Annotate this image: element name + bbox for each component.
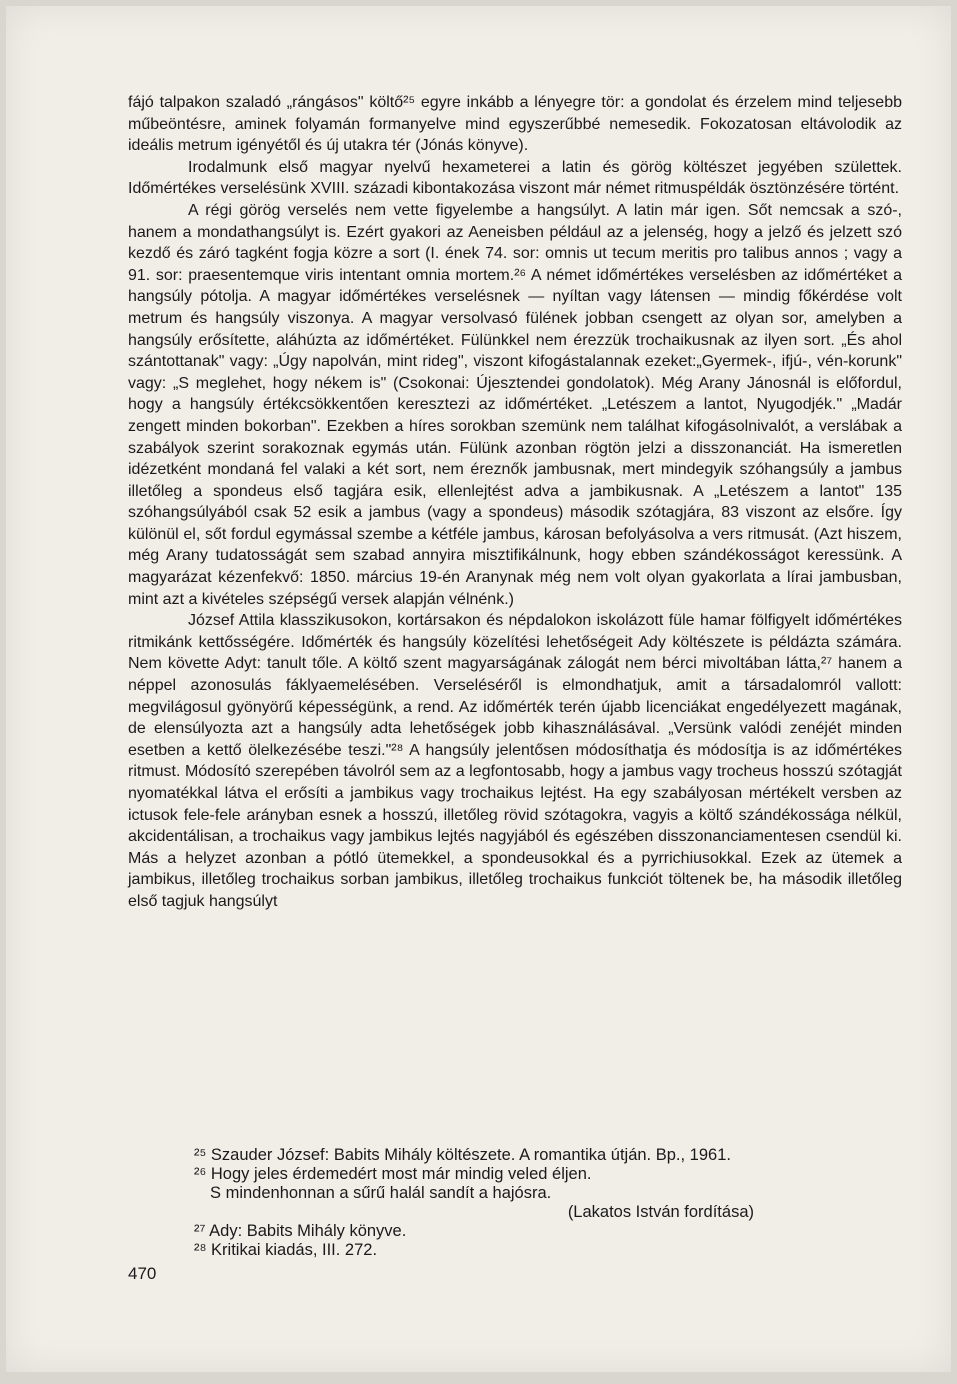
page-number: 470 — [128, 1264, 157, 1283]
footnote-27: ²⁷ Ady: Babits Mihály könyve. — [194, 1222, 407, 1240]
document-page — [6, 6, 951, 1372]
paragraph-3: A régi görög verselés nem vette figyelembe a hangsúlyt. A latin már igen. Sőt nemcsak a szó-, hanem a mondathangsúlyt is. Ezért gyakori az Aeneisben például az a jelenség, hogy a jelző és jelzett szó kezdő és záró tagként fogja közre a sort (I. ének 74. sor: omnis ut tecum meritis pro talibus annos ; vagy a 91. sor: praesentemque viris intentant omnia mortem.²⁶ A német időmértékes verselésben az időmértéket a hangsúly pótolja. A magyar időmértékes verselésnek — nyíltan vagy látensen — mindig főkérdése volt metrum és hangsúly viszonya. A magyar versolvasó fülének jobban csengett az olyan sor, amelyben a hangsúly erősítette, aláhúzta az időmértéket. Fülünkkel nem érezzük trochaikusnak az ilyen sort. „És ahol szántottanak" vagy: „Úgy napolván, mint rideg", viszont kifogástalannak ezeket:„Gyermek-, ifjú-, vén-korunk" vagy: „S meglehet, hogy nékem is" (Csokonai: Újesztendei gondolatok). Még Arany Jánosnál is előfordul, hogy a hangsúly értékcsökkentően keresztezi az időmértéket. „Letészem a lantot, Nyugodjék." „Madár zengett minden bokorban". Ezekben a híres sorokban szemünk nem találhat kifogásolnivalót, a verslábak a szabályok szerint sorakoznak egymás után. Fülünk azonban rögtön jelzi a disszonanciát. Ha ismeretlen idézetként mondaná fel valaki a két sort, nem éreznők jambusnak, mert mindegyik szóhangsúly a jambus illetőleg a spondeus első tagjára esik, ellenlejtést adva a jambikusnak. A „Letészem a lantot" 135 szóhangsúlyából csak 52 esik a jambus (vagy a spondeus) második szótagjára, 83 viszont az elsőre. Így különül el, sőt fordul egymással szembe a kétféle jambus, károsan befolyásolva a vers ritmusát. (Azt hiszem, még Arany tudatosságát sem szabad annyira misztifikálnunk, hogy ebben szándékosságot keressünk. A magyarázat kézenfekvő: 1850. március 19-én Aranynak még nem volt olyan gyakorlata a lírai jambusban, mint azt a kivételes szépségű versek alapján vélnénk.) — [128, 201, 902, 608]
paragraph-2: Irodalmunk első magyar nyelvű hexameterei a latin és görög költészet jegyében születtek. Időmértékes verselésünk XVIII. századi kibontakozása viszont már német ritmuspéldák ösztönzésére történt. — [128, 158, 902, 198]
body-text — [128, 92, 902, 913]
footnote-25: ²⁵ Szauder József: Babits Mihály költészete. A romantika útján. Bp., 1961. — [194, 1146, 731, 1164]
footnote-28: ²⁸ Kritikai kiadás, III. 272. — [194, 1241, 378, 1259]
paragraph-4: József Attila klasszikusokon, kortársakon és népdalokon iskolázott füle hamar fölfigyelt időmértékes ritmikánk kettősségére. Időmérték és hangsúly közelítési lehetőségeit Ady költészete is példázta számára. Nem követte Adyt: tanult tőle. A költő szent magyarságának zálogát nem bérci mivoltában látta,²⁷ hanem a néppel azonosulás fáklyaemelésében. Verseléséről is elmondhatjuk, amit a társadalomról vallott: megvilágosul gyönyörű képességünk, a rend. Az időmérték terén újabb licenciákat engedélyezett magának, de elensúlyozta azt a hangsúly adta lehetőségek jobb kihasználásával. „Versünk valódi zenéjét minden esetben a kettő ölelkezésébe teszi."²⁸ A hangsúly jelentősen módosíthatja és módosítja is az időmértékes ritmust. Módosító szerepében távolról sem az a legfontosabb, hogy a jambus vagy trocheus hosszú szótagját nyomatékkal látva el erősíti a jambikus vagy trochaikus lejtést. Ha egy szabályosan mértékelt versben az ictusok fele-fele arányban esnek a hosszú, illetőleg rövid szótagokra, vagyis a költő szándékossága nélkül, akcidentálisan, a trochaikus vagy jambikus lejtés nagyjából és egészében disszonanciamentesen csendül ki. Más a helyzet azonban a pótló ütemekkel, a spondeusokkal és a pyrrichiusokkal. Ezek az ütemek a jambikus, illetőleg trochaikus sorban jambikus, illetőleg trochaikus funkciót töltenek be, ha második illetőleg első tagjuk hangsúlyt — [128, 612, 902, 910]
paragraph-1: fájó talpakon szaladó „rángásos" költő²⁵ egyre inkább a lényegre tör: a gondolat és érzelem mind teljesebb műbeöntésre, aminek folyamán formanyelve mind egyszerűbbé nemesedik. Fokozatosan eltávolodik az ideális metrum igényétől és új utakra tér (Jónás könyve). — [128, 94, 902, 155]
footnote-26: ²⁶ Hogy jeles érdemedért most már mindig veled éljen. — [194, 1165, 592, 1183]
footnote-26-attribution: (Lakatos István fordítása) — [567, 1203, 754, 1221]
footnotes — [194, 1146, 814, 1260]
footnote-26-line-2: S mindenhonnan a sűrű halál sandít a hajósra. — [210, 1184, 552, 1202]
